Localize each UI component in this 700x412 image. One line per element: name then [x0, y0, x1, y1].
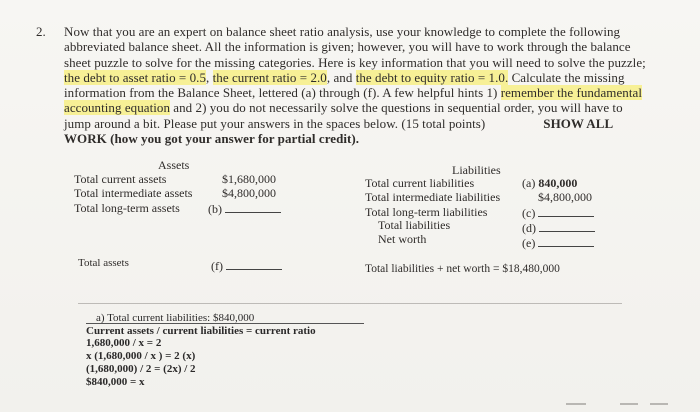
answer-c-label: (c)	[522, 206, 536, 220]
assets-row-value: $4,800,000	[222, 186, 276, 200]
work-line: x (1,680,000 / x ) = 2 (x)	[86, 350, 196, 363]
answer-e-blank	[538, 235, 594, 247]
highlight-accounting-equation: remember the fundamental accounting equation	[64, 85, 642, 116]
separator: , and	[326, 69, 356, 85]
answer-a-amount: 840,000	[538, 176, 578, 190]
hints-text: Calculate the missing information from the Balance Sheet, lettered (a) through (f). A few helpful hints 1)	[64, 69, 625, 101]
liabilities-row-label: Total long-term liabilities	[365, 205, 488, 219]
liabilities-row-label: Net worth	[378, 232, 427, 246]
work-line-text: Total current liabilities: $840,000	[107, 312, 255, 324]
work-line	[86, 312, 316, 325]
work-line: $840,000 = x	[86, 375, 145, 388]
question-number: 2.	[36, 24, 46, 39]
edge-mark	[620, 403, 638, 405]
answer-e-letter	[522, 235, 594, 251]
liabilities-row-label: Total intermediate liabilities	[365, 190, 501, 204]
answer-b-letter	[208, 201, 281, 217]
total-liabilities-net-worth: Total liabilities + net worth = $18,480,000	[365, 263, 560, 275]
edge-mark	[650, 403, 668, 405]
answer-e-label: (e)	[522, 236, 536, 250]
answer-a-label: (a)	[522, 176, 536, 190]
answer-d-letter	[522, 220, 595, 236]
question-text	[64, 24, 649, 146]
assets-row-value: $1,680,000	[222, 172, 276, 186]
instructions-text: and 2) you do not necessarily solve the questions in sequential order, you will have to jump around a bit. Please put your answers in the spaces below. (15 total points)	[64, 100, 623, 131]
show-work-heading: SHOW ALL WORK (how you got your answer for partial credit).	[64, 115, 613, 147]
assets-row-label: Total intermediate assets	[74, 186, 193, 200]
section-divider	[78, 303, 622, 304]
liabilities-heading: Liabilities	[452, 163, 501, 177]
separator: ,	[206, 69, 213, 85]
highlight-debt-to-asset: the debt to asset ratio = 0.5	[64, 69, 206, 85]
work-line: Current assets / current liabilities = current ratio	[86, 324, 316, 337]
assets-heading: Assets	[158, 158, 190, 172]
answer-b-label: (b)	[208, 202, 222, 216]
answer-d-label: (d)	[522, 221, 536, 235]
work-shown	[86, 312, 316, 388]
answer-c-blank	[538, 205, 594, 217]
intro-text: Now that you are an expert on balance sheet ratio analysis, use your knowledge to complete the following abbreviated balance sheet. All the information is given; however, you will have to work through the balance sheet puzzle to solve for the missing categories. Here is key information that you will need to solve the puzzle;	[64, 24, 646, 70]
answer-f-blank	[226, 258, 282, 270]
work-line: (1,680,000) / 2 = (2x) / 2	[86, 362, 196, 375]
work-line: 1,680,000 / x = 2	[86, 337, 162, 350]
answer-b-blank	[225, 201, 281, 213]
total-assets-label: Total assets	[78, 257, 129, 269]
liabilities-row-label: Total liabilities	[378, 218, 451, 232]
assets-row-label: Total current assets	[74, 172, 167, 186]
answer-c-letter	[522, 205, 594, 221]
answer-f-letter	[211, 258, 282, 274]
liabilities-row-value: $4,800,000	[538, 190, 592, 204]
answer-f-label: (f)	[211, 259, 223, 273]
liabilities-row-label: Total current liabilities	[365, 176, 475, 190]
highlight-current-ratio: the current ratio = 2.0	[212, 69, 327, 85]
highlight-debt-to-equity: the debt to equity ratio = 1.0.	[355, 69, 509, 85]
answer-d-blank	[539, 220, 595, 232]
assets-row-label: Total long-term assets	[74, 201, 180, 215]
edge-mark	[566, 403, 586, 405]
answer-a-value	[522, 176, 577, 191]
work-part-label: a)	[96, 312, 105, 324]
